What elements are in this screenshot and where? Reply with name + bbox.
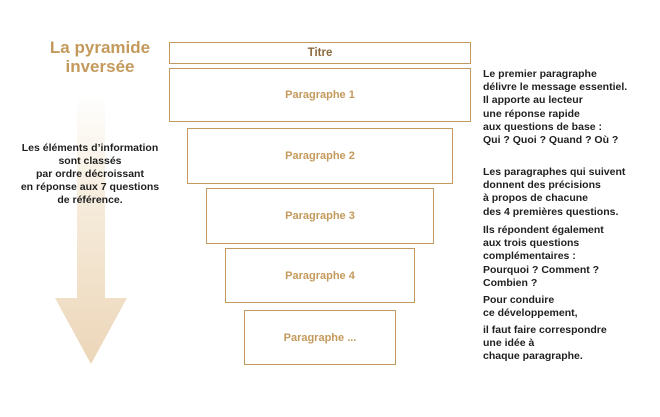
pyramid-box-paragraphe-2: Paragraphe 2 [187,128,453,184]
left-line: sont classés [58,155,122,167]
right-line: Pourquoi ? Comment ? [483,263,600,276]
right-line: Ils répondent également [483,224,604,236]
right-line: aux trois questions [483,237,580,250]
right-block-2 [483,166,625,219]
right-line: complémentaires : [483,250,576,263]
right-line: aux questions de base : [483,120,603,133]
right-line: une réponse rapide [483,107,580,120]
left-line: de référence. [57,194,123,206]
right-line: Combien ? [483,276,538,289]
pyramid-box-paragraphe-3: Paragraphe 3 [206,188,434,244]
right-line: il faut faire correspondre [483,324,607,336]
right-block-4 [483,294,578,320]
left-line: Les éléments d’information [21,142,159,154]
right-line: Les paragraphes qui suivent [483,166,626,178]
right-line: Il apporte au lecteur [483,94,583,107]
pyramid-box-paragraphe-4: Paragraphe 4 [225,248,415,303]
right-block-1 [483,68,627,147]
right-line: ce développement, [483,307,578,320]
right-line: chaque paragraphe. [483,350,583,363]
right-line: des 4 premières questions. [483,205,619,218]
left-line: en réponse aux 7 questions [20,181,160,193]
right-block-5 [483,324,607,364]
right-line: à propos de chacune [483,192,589,205]
pyramid-box-paragraphe-etc: Paragraphe ... [244,310,396,365]
right-line: une idée à [483,337,535,350]
right-line: Le premier paragraphe [483,68,597,80]
right-line: délivre le message essentiel. [483,81,628,94]
right-block-3 [483,224,604,290]
right-line: Pour conduire [483,294,555,306]
pyramid-box-titre: Titre [169,42,471,64]
diagram-title [20,38,180,76]
title-line-1: La pyramide [49,38,151,57]
right-line: Qui ? Quoi ? Quand ? Où ? [483,134,619,147]
left-description [8,142,172,207]
right-line: donnent des précisions [483,179,601,192]
pyramid-box-paragraphe-1: Paragraphe 1 [169,68,471,122]
down-arrow-icon [55,92,127,364]
left-line: par ordre décroissant [36,168,144,180]
title-line-2: inversée [65,57,135,76]
